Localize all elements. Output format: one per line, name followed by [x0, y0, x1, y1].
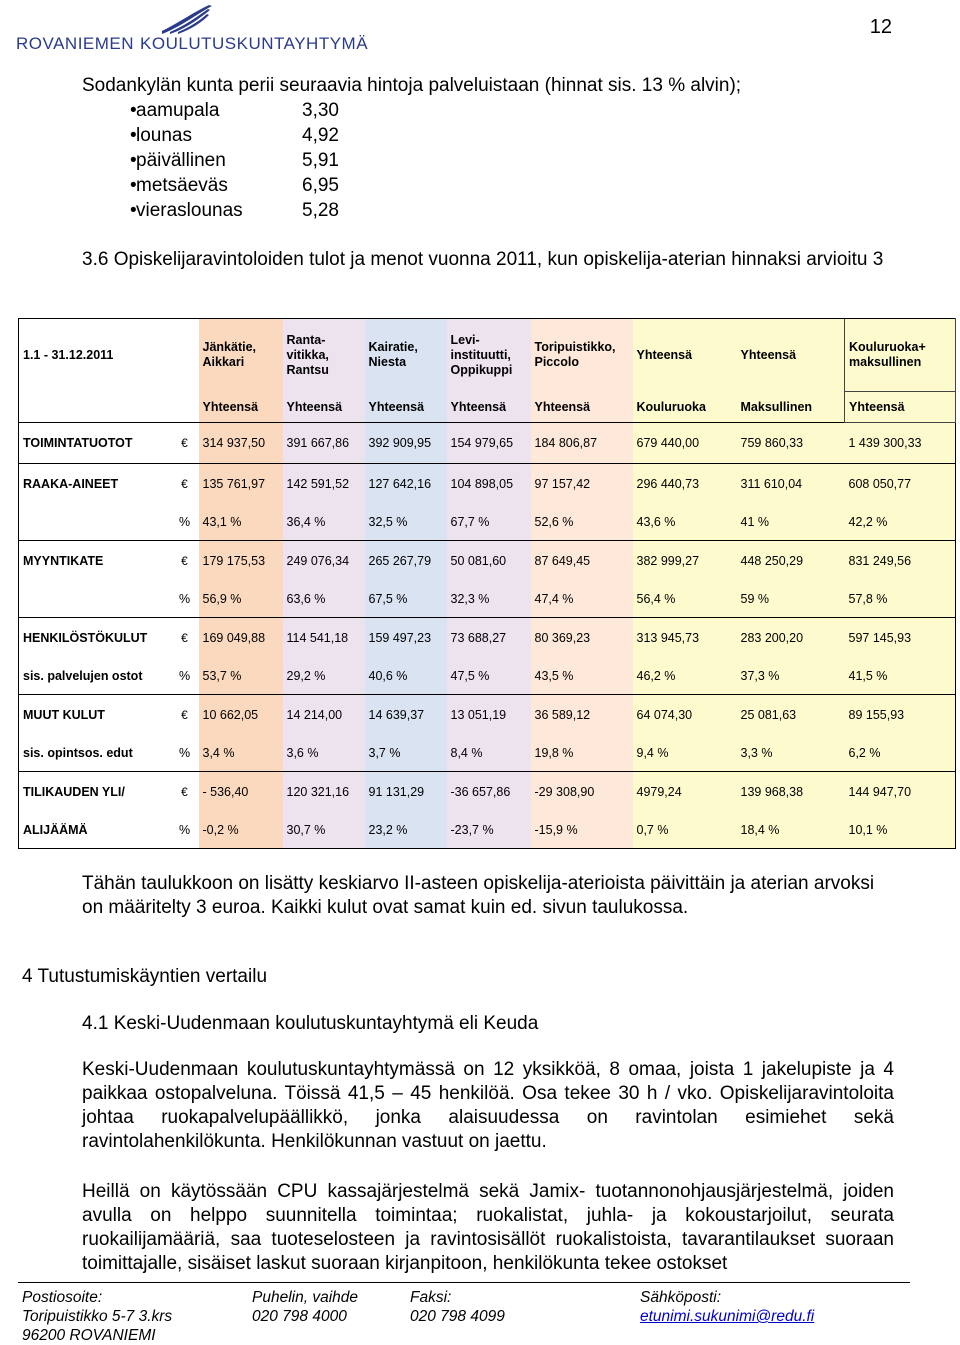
- table-note: Tähän taulukkoon on lisätty keskiarvo II-asteen opiskelija-aterioista päivittäin ja aterian arvoksi on määritelty 3 euroa. Kaikki kulut ovat samat kuin ed. sivun taulukossa.: [82, 873, 875, 918]
- unit-percent: %: [178, 592, 191, 606]
- header-line: instituutti,: [450, 347, 511, 362]
- table-cell: -15,9 %: [531, 812, 633, 849]
- table-cell: [171, 392, 199, 423]
- table-cell: 41 %: [737, 504, 845, 541]
- meal-name: aamupala: [136, 100, 220, 121]
- table-cell: 56,4 %: [633, 581, 737, 618]
- header-line: Ranta-: [286, 332, 326, 347]
- row-unit: [171, 658, 199, 695]
- list-item: [82, 173, 339, 198]
- table-cell: 91 131,29: [365, 772, 447, 813]
- table-row: [19, 812, 956, 849]
- table-cell: 29,2 %: [283, 658, 365, 695]
- table-cell: 67,5 %: [365, 581, 447, 618]
- table-cell: 53,7 %: [199, 658, 283, 695]
- table-period: 1.1 - 31.12.2011: [19, 319, 171, 392]
- row-unit: [171, 504, 199, 541]
- table-cell: 14 214,00: [283, 695, 365, 736]
- footer-email-link[interactable]: etunimi.sukunimi@redu.fi: [640, 1308, 815, 1325]
- row-label: HENKILÖSTÖKULUT: [19, 618, 171, 659]
- meal-price: 5,91: [302, 150, 339, 171]
- table-cell: 59 %: [737, 581, 845, 618]
- header-line: Jänkätie,: [202, 340, 257, 355]
- list-item: [82, 123, 339, 148]
- logo-left: ROVANIEMEN: [16, 34, 135, 53]
- table-cell: 0,7 %: [633, 812, 737, 849]
- table-row: [19, 423, 956, 464]
- table-cell: [19, 392, 171, 423]
- euro-sign-icon: €: [181, 554, 188, 568]
- table-cell: 10,1 %: [845, 812, 956, 849]
- header-line: Toripuistikko,: [534, 340, 616, 355]
- table-column-header: [199, 319, 283, 392]
- table-cell: 46,2 %: [633, 658, 737, 695]
- table-cell: 63,6 %: [283, 581, 365, 618]
- table-subheader: Maksullinen: [737, 392, 845, 423]
- table-cell: 67,7 %: [447, 504, 531, 541]
- paragraph-keuda-2: Heillä on käytössään CPU kassajärjestelmä sekä Jamix- tuotannonohjausjärjestelmä, joiden avulla on helppo suunnitella toimintaa; ruokalistat, juhla- ja kokoustarjoilut, seurata ruokailijamääriä, saa tuoteselosteen ja ravintosisällöt ruokalistoista, tavarantilaukset suoraan toimittajalle, sisäiset laskut suoraan kirjanpitoon, henkilökunta tekee ostokset: [82, 1181, 894, 1274]
- table-cell: 43,6 %: [633, 504, 737, 541]
- table-column-header: [365, 319, 447, 392]
- footer-fax: [410, 1288, 505, 1326]
- table-cell: 169 049,88: [199, 618, 283, 659]
- table-cell: 40,6 %: [365, 658, 447, 695]
- table-cell: 18,4 %: [737, 812, 845, 849]
- table-cell: 154 979,65: [447, 423, 531, 464]
- row-unit: [171, 423, 199, 464]
- header-line: Oppikuppi: [450, 362, 513, 377]
- row-unit: [171, 618, 199, 659]
- table-cell: 41,5 %: [845, 658, 956, 695]
- unit-percent: %: [178, 823, 191, 837]
- table-cell: -36 657,86: [447, 772, 531, 813]
- table-cell: 10 662,05: [199, 695, 283, 736]
- table-cell: 36 589,12: [531, 695, 633, 736]
- paragraph-keuda-1: Keski-Uudenmaan koulutuskuntayhtymässä on 12 yksikköä, 8 omaa, joista 1 jakelupiste ja 4 paikkaa ostopalveluna. Töissä 41,5 – 45 henkilöä. Osa tekee 30 h / vko. Opiskelijaravintoloita johtaa ruokapalvelupäällikkö, jonka alaisuudessa on ravintolan esimiehet sekä ravintolahenkilökunta. Henkilökunnan vastuut on jaettu.: [82, 1059, 894, 1152]
- table-cell: 179 175,53: [199, 541, 283, 582]
- footer-email-label: Sähköposti:: [640, 1289, 721, 1306]
- table-cell: 23,2 %: [365, 812, 447, 849]
- row-label: TOIMINTATUOTOT: [19, 423, 171, 464]
- footer-fax-value: 020 798 4099: [410, 1308, 505, 1325]
- euro-sign-icon: €: [181, 436, 188, 450]
- header-line: Kairatie,: [368, 340, 418, 355]
- euro-sign-icon: €: [181, 477, 188, 491]
- table-cell: 8,4 %: [447, 735, 531, 772]
- table-column-header: [531, 319, 633, 392]
- table-cell: 3,3 %: [737, 735, 845, 772]
- table-cell: 30,7 %: [283, 812, 365, 849]
- footer-address-line1: Toripuistikko 5-7 3.krs: [22, 1308, 173, 1325]
- table-cell: 249 076,34: [283, 541, 365, 582]
- intro-text: Sodankylän kunta perii seuraavia hintoja palveluistaan (hinnat sis. 13 % alvin);: [82, 75, 742, 96]
- footer-phone: [252, 1288, 358, 1326]
- table-cell: 759 860,33: [737, 423, 845, 464]
- table-cell: 3,7 %: [365, 735, 447, 772]
- footer-fax-label: Faksi:: [410, 1289, 452, 1306]
- table-row: [19, 695, 956, 736]
- table-cell: 56,9 %: [199, 581, 283, 618]
- table-cell: 4979,24: [633, 772, 737, 813]
- euro-sign-icon: €: [181, 708, 188, 722]
- header-line: Rantsu: [286, 362, 329, 377]
- footer-address-label: Postiosoite:: [22, 1289, 103, 1306]
- table-cell: 831 249,56: [845, 541, 956, 582]
- table-cell: 296 440,73: [633, 464, 737, 505]
- logo-text: [16, 34, 368, 54]
- table-cell: 73 688,27: [447, 618, 531, 659]
- unit-percent: %: [178, 515, 191, 529]
- table-cell: 9,4 %: [633, 735, 737, 772]
- header-line: Niesta: [368, 355, 407, 370]
- table-cell: 13 051,19: [447, 695, 531, 736]
- table-cell: -23,7 %: [447, 812, 531, 849]
- footer-email: [640, 1288, 814, 1326]
- list-item: [82, 98, 339, 123]
- table-cell: 144 947,70: [845, 772, 956, 813]
- page-number: 12: [869, 16, 892, 38]
- header-line: Aikkari: [202, 355, 245, 370]
- heading-4: 4 Tutustumiskäyntien vertailu: [22, 966, 268, 987]
- row-label: MYYNTIKATE: [19, 541, 171, 582]
- row-label: RAAKA-AINEET: [19, 464, 171, 505]
- table-cell: 25 081,63: [737, 695, 845, 736]
- table-cell: -29 308,90: [531, 772, 633, 813]
- row-label: ALIJÄÄMÄ: [19, 812, 171, 849]
- table-subheader: Yhteensä: [531, 392, 633, 423]
- row-unit: [171, 581, 199, 618]
- table-cell: 391 667,86: [283, 423, 365, 464]
- table-row: [19, 464, 956, 505]
- table-cell: 314 937,50: [199, 423, 283, 464]
- footer-address: [22, 1288, 172, 1345]
- table-cell: 3,6 %: [283, 735, 365, 772]
- table-subheader-row: [19, 392, 956, 423]
- header-line: vitikka,: [286, 347, 329, 362]
- table-cell: 448 250,29: [737, 541, 845, 582]
- table-cell: 19,8 %: [531, 735, 633, 772]
- table-cell: 184 806,87: [531, 423, 633, 464]
- row-unit: [171, 695, 199, 736]
- meal-price: 4,92: [302, 125, 339, 146]
- table-subheader: Yhteensä: [283, 392, 365, 423]
- table-cell: 64 074,30: [633, 695, 737, 736]
- unit-percent: %: [178, 669, 191, 683]
- meal-price: 5,28: [302, 200, 339, 221]
- row-unit: [171, 541, 199, 582]
- table-cell: 37,3 %: [737, 658, 845, 695]
- table-column-header: [737, 319, 845, 392]
- row-label: [19, 581, 171, 618]
- table-subheader: Yhteensä: [199, 392, 283, 423]
- table-cell: 127 642,16: [365, 464, 447, 505]
- table-cell: 597 145,93: [845, 618, 956, 659]
- meal-price: 6,95: [302, 175, 339, 196]
- row-label: MUUT KULUT: [19, 695, 171, 736]
- row-label: [19, 504, 171, 541]
- table-cell: 32,3 %: [447, 581, 531, 618]
- meal-name: vieraslounas: [136, 200, 243, 221]
- table-subheader: Yhteensä: [365, 392, 447, 423]
- table-cell: 57,8 %: [845, 581, 956, 618]
- table-column-header: [845, 319, 956, 392]
- header-line: maksullinen: [849, 355, 922, 369]
- table-cell: 43,5 %: [531, 658, 633, 695]
- meal-price: 3,30: [302, 100, 339, 121]
- table-cell: 135 761,97: [199, 464, 283, 505]
- meal-name: lounas: [136, 125, 192, 146]
- table-row: [19, 581, 956, 618]
- unit-percent: %: [178, 746, 191, 760]
- table-cell: 42,2 %: [845, 504, 956, 541]
- table-row: [19, 618, 956, 659]
- row-unit: [171, 735, 199, 772]
- row-label: TILIKAUDEN YLI/: [19, 772, 171, 813]
- row-label: sis. palvelujen ostot: [19, 658, 171, 695]
- table-cell: -0,2 %: [199, 812, 283, 849]
- table-row: [19, 658, 956, 695]
- table-cell: 283 200,20: [737, 618, 845, 659]
- table-cell: 265 267,79: [365, 541, 447, 582]
- table-cell: 114 541,18: [283, 618, 365, 659]
- table-column-header: [633, 319, 737, 392]
- table-row: [19, 541, 956, 582]
- table-cell: 139 968,38: [737, 772, 845, 813]
- table-cell: 608 050,77: [845, 464, 956, 505]
- table-cell: 47,4 %: [531, 581, 633, 618]
- footer-phone-label: Puhelin, vaihde: [252, 1289, 358, 1306]
- footer-divider: [18, 1282, 910, 1283]
- footer-phone-value: 020 798 4000: [252, 1308, 347, 1325]
- table-subheader: Yhteensä: [447, 392, 531, 423]
- table-cell: 80 369,23: [531, 618, 633, 659]
- meal-name: päivällinen: [136, 150, 226, 171]
- table-column-header: [447, 319, 531, 392]
- table-cell: - 536,40: [199, 772, 283, 813]
- table-cell: 14 639,37: [365, 695, 447, 736]
- euro-sign-icon: €: [181, 785, 188, 799]
- euro-sign-icon: €: [181, 631, 188, 645]
- header-line: Yhteensä: [636, 347, 693, 362]
- table-cell: 120 321,16: [283, 772, 365, 813]
- meal-price-list: [82, 98, 339, 223]
- table-cell: 679 440,00: [633, 423, 737, 464]
- table-cell: 50 081,60: [447, 541, 531, 582]
- table-cell: 97 157,42: [531, 464, 633, 505]
- list-item: [82, 148, 339, 173]
- footer-address-line2: 96200 ROVANIEMI: [22, 1327, 156, 1344]
- table-cell: 52,6 %: [531, 504, 633, 541]
- meal-name: metsäeväs: [136, 175, 228, 196]
- table-cell: [171, 319, 199, 392]
- header-line: Piccolo: [534, 355, 579, 370]
- row-unit: [171, 812, 199, 849]
- header-line: Yhteensä: [740, 347, 797, 362]
- table-subheader: Kouluruoka: [633, 392, 737, 423]
- table-header-row: [19, 319, 956, 392]
- table-cell: 47,5 %: [447, 658, 531, 695]
- table-cell: 87 649,45: [531, 541, 633, 582]
- table-row: [19, 504, 956, 541]
- logo-right: KOULUTUSKUNTAYHTYMÄ: [140, 34, 369, 53]
- table-cell: 311 610,04: [737, 464, 845, 505]
- table-cell: 3,4 %: [199, 735, 283, 772]
- table-cell: 104 898,05: [447, 464, 531, 505]
- table-cell: 89 155,93: [845, 695, 956, 736]
- table-column-header: [283, 319, 365, 392]
- heading-4-1: 4.1 Keski-Uudenmaan koulutuskuntayhtymä eli Keuda: [82, 1013, 539, 1034]
- table-cell: 382 999,27: [633, 541, 737, 582]
- header-line: Levi-: [450, 332, 480, 347]
- section-heading-3-6: 3.6 Opiskelijaravintoloiden tulot ja menot vuonna 2011, kun opiskelija-aterian hinnaksi arvioitu 3: [82, 249, 884, 270]
- header-line: Kouluruoka+: [849, 340, 926, 354]
- table-cell: 36,4 %: [283, 504, 365, 541]
- table-row: [19, 735, 956, 772]
- table-cell: 1 439 300,33: [845, 423, 956, 464]
- table-cell: 313 945,73: [633, 618, 737, 659]
- table-cell: 43,1 %: [199, 504, 283, 541]
- table-cell: 6,2 %: [845, 735, 956, 772]
- table-cell: 32,5 %: [365, 504, 447, 541]
- list-item: [82, 198, 339, 223]
- table-cell: 159 497,23: [365, 618, 447, 659]
- financial-table: [18, 318, 956, 849]
- table-cell: 392 909,95: [365, 423, 447, 464]
- table-cell: 142 591,52: [283, 464, 365, 505]
- table-subheader: Yhteensä: [845, 392, 956, 423]
- row-label: sis. opintsos. edut: [19, 735, 171, 772]
- row-unit: [171, 772, 199, 813]
- table-row: [19, 772, 956, 813]
- row-unit: [171, 464, 199, 505]
